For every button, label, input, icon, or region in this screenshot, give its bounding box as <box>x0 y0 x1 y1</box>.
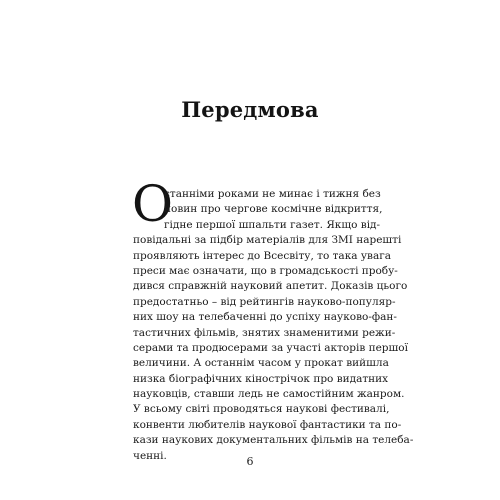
text-line: низка біографічних кінострічок про видатних <box>133 372 389 385</box>
text-line: У всьому світі проводяться наукові фестивалі, <box>133 403 390 416</box>
text-line: гідне першої шпальти газет. Якщо від- <box>164 218 381 231</box>
text-line: ченні. <box>133 449 167 462</box>
text-line: преси має означати, що в громадськості пробу- <box>133 264 398 277</box>
text-line: конвенти любителів наукової фантастики та по- <box>133 418 402 431</box>
text-line: дився справжній науковий апетит. Доказів цього <box>133 280 408 293</box>
text-line: новин про чергове космічне відкриття, <box>164 203 383 216</box>
text-line: станніми роками не минає і тижня без <box>164 188 381 200</box>
text-line: повідальні за підбір матеріалів для ЗМІ нарешті <box>133 234 402 247</box>
page-title: Передмова <box>181 97 319 122</box>
text-line: предостатньо – від рейтингів науково-популяр- <box>133 295 396 308</box>
text-line: величини. А останнім часом у прокат вийшла <box>133 357 389 370</box>
text-line: кази наукових документальних фільмів на телеба- <box>133 434 414 447</box>
text-line: серами та продюсерами за участі акторів першої <box>133 341 408 354</box>
text-line: них шоу на телебаченні до успіху науково-фан- <box>133 311 397 324</box>
text-line: тастичних фільмів, знятих знаменитими режи- <box>133 326 396 339</box>
drop-cap-letter: О <box>132 175 173 233</box>
text-line: проявляють інтерес до Всесвіту, то така увага <box>133 249 391 262</box>
page-number: 6 <box>246 455 254 468</box>
text-line: науковців, ставши ледь не самостійним жанром. <box>133 388 405 401</box>
preface-paragraph <box>133 187 414 464</box>
